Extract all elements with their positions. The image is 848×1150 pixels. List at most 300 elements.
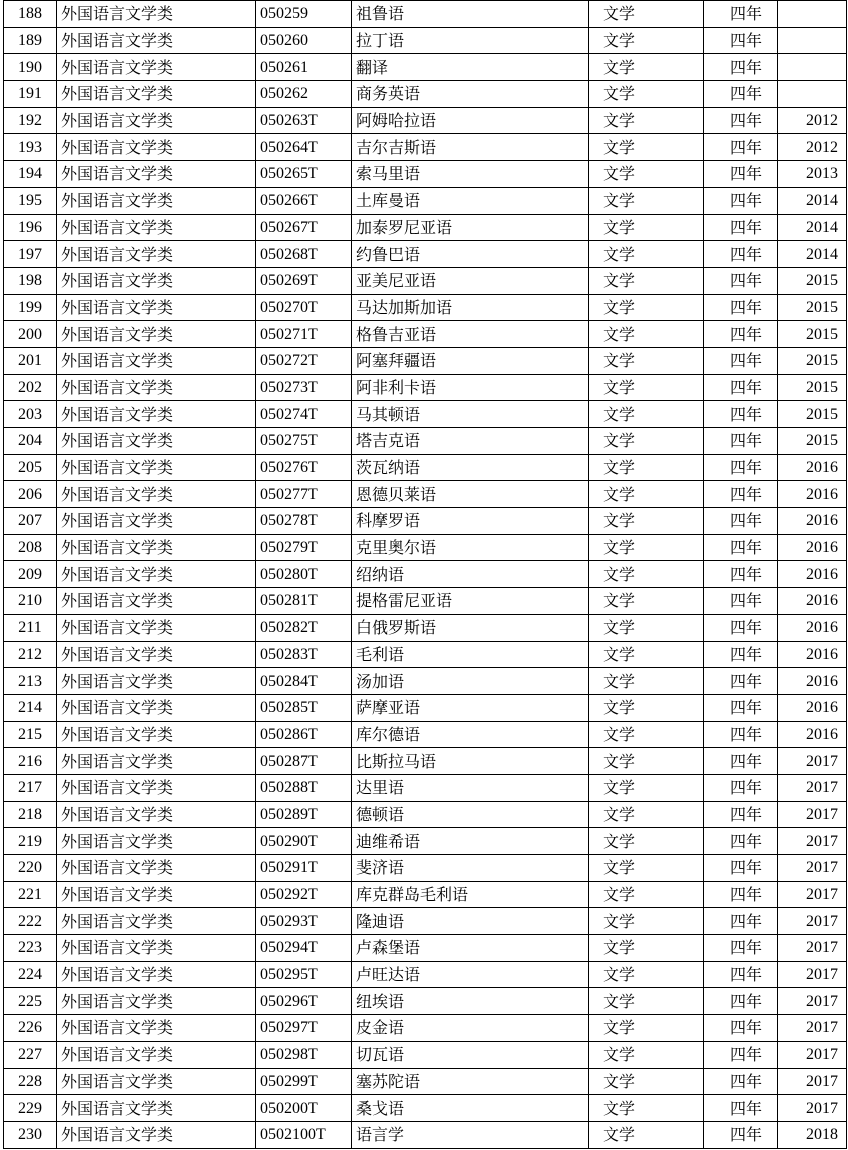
category-cell: 外国语言文学类 — [57, 321, 256, 348]
category-cell: 外国语言文学类 — [57, 855, 256, 882]
category-cell: 外国语言文学类 — [57, 614, 256, 641]
table-row — [4, 614, 847, 641]
discipline-cell: 文学 — [589, 481, 704, 508]
category-cell: 外国语言文学类 — [57, 107, 256, 134]
major-code-cell: 050297T — [256, 1015, 352, 1042]
discipline-cell: 文学 — [589, 294, 704, 321]
year-added-cell: 2017 — [778, 828, 847, 855]
major-code-cell: 050264T — [256, 134, 352, 161]
discipline-cell: 文学 — [589, 27, 704, 54]
major-name-cell: 商务英语 — [352, 81, 589, 108]
table-row — [4, 321, 847, 348]
year-added-cell: 2016 — [778, 721, 847, 748]
major-name-cell: 卢旺达语 — [352, 961, 589, 988]
year-added-cell: 2017 — [778, 881, 847, 908]
row-number: 193 — [4, 134, 57, 161]
major-name-cell: 提格雷尼亚语 — [352, 588, 589, 615]
row-number: 210 — [4, 588, 57, 615]
row-number: 191 — [4, 81, 57, 108]
major-name-cell: 塔吉克语 — [352, 428, 589, 455]
duration-cell: 四年 — [704, 641, 778, 668]
discipline-cell: 文学 — [589, 347, 704, 374]
discipline-cell: 文学 — [589, 1068, 704, 1095]
discipline-cell: 文学 — [589, 321, 704, 348]
duration-cell: 四年 — [704, 694, 778, 721]
major-name-cell: 桑戈语 — [352, 1095, 589, 1122]
year-added-cell: 2014 — [778, 241, 847, 268]
row-number: 215 — [4, 721, 57, 748]
table-row — [4, 374, 847, 401]
category-cell: 外国语言文学类 — [57, 668, 256, 695]
major-code-cell: 050268T — [256, 241, 352, 268]
discipline-cell: 文学 — [589, 454, 704, 481]
table-row — [4, 801, 847, 828]
major-name-cell: 达里语 — [352, 774, 589, 801]
table-row — [4, 828, 847, 855]
category-cell: 外国语言文学类 — [57, 374, 256, 401]
major-code-cell: 050277T — [256, 481, 352, 508]
duration-cell: 四年 — [704, 774, 778, 801]
row-number: 207 — [4, 508, 57, 535]
discipline-cell: 文学 — [589, 267, 704, 294]
row-number: 219 — [4, 828, 57, 855]
row-number: 229 — [4, 1095, 57, 1122]
row-number: 204 — [4, 428, 57, 455]
year-added-cell: 2014 — [778, 214, 847, 241]
category-cell: 外国语言文学类 — [57, 774, 256, 801]
major-name-cell: 阿非利卡语 — [352, 374, 589, 401]
discipline-cell: 文学 — [589, 748, 704, 775]
row-number: 226 — [4, 1015, 57, 1042]
table-row — [4, 988, 847, 1015]
major-code-cell: 050265T — [256, 161, 352, 188]
year-added-cell: 2017 — [778, 801, 847, 828]
category-cell: 外国语言文学类 — [57, 134, 256, 161]
table-row — [4, 1068, 847, 1095]
major-code-cell: 050296T — [256, 988, 352, 1015]
duration-cell: 四年 — [704, 508, 778, 535]
duration-cell: 四年 — [704, 748, 778, 775]
table-row — [4, 107, 847, 134]
row-number: 216 — [4, 748, 57, 775]
major-name-cell: 毛利语 — [352, 641, 589, 668]
row-number: 199 — [4, 294, 57, 321]
year-added-cell: 2012 — [778, 134, 847, 161]
major-code-cell: 050262 — [256, 81, 352, 108]
duration-cell: 四年 — [704, 908, 778, 935]
major-code-cell: 050267T — [256, 214, 352, 241]
year-added-cell: 2015 — [778, 321, 847, 348]
row-number: 208 — [4, 534, 57, 561]
major-code-cell: 050283T — [256, 641, 352, 668]
row-number: 198 — [4, 267, 57, 294]
major-name-cell: 马达加斯加语 — [352, 294, 589, 321]
category-cell: 外国语言文学类 — [57, 241, 256, 268]
discipline-cell: 文学 — [589, 721, 704, 748]
major-code-cell: 050294T — [256, 935, 352, 962]
major-code-cell: 050200T — [256, 1095, 352, 1122]
table-row — [4, 161, 847, 188]
duration-cell: 四年 — [704, 1121, 778, 1148]
major-name-cell: 隆迪语 — [352, 908, 589, 935]
major-name-cell: 切瓦语 — [352, 1041, 589, 1068]
row-number: 202 — [4, 374, 57, 401]
discipline-cell: 文学 — [589, 534, 704, 561]
major-code-cell: 050281T — [256, 588, 352, 615]
table-row — [4, 774, 847, 801]
category-cell: 外国语言文学类 — [57, 481, 256, 508]
category-cell: 外国语言文学类 — [57, 187, 256, 214]
table-row — [4, 588, 847, 615]
discipline-cell: 文学 — [589, 1041, 704, 1068]
category-cell: 外国语言文学类 — [57, 54, 256, 81]
major-code-cell: 050270T — [256, 294, 352, 321]
discipline-cell: 文学 — [589, 561, 704, 588]
table-row — [4, 214, 847, 241]
major-name-cell: 斐济语 — [352, 855, 589, 882]
discipline-cell: 文学 — [589, 401, 704, 428]
discipline-cell: 文学 — [589, 1095, 704, 1122]
major-code-cell: 050289T — [256, 801, 352, 828]
year-added-cell — [778, 81, 847, 108]
duration-cell: 四年 — [704, 187, 778, 214]
discipline-cell: 文学 — [589, 588, 704, 615]
year-added-cell: 2017 — [778, 774, 847, 801]
duration-cell: 四年 — [704, 828, 778, 855]
category-cell: 外国语言文学类 — [57, 454, 256, 481]
category-cell: 外国语言文学类 — [57, 81, 256, 108]
category-cell: 外国语言文学类 — [57, 988, 256, 1015]
major-name-cell: 萨摩亚语 — [352, 694, 589, 721]
table-row — [4, 401, 847, 428]
category-cell: 外国语言文学类 — [57, 588, 256, 615]
year-added-cell: 2016 — [778, 508, 847, 535]
category-cell: 外国语言文学类 — [57, 641, 256, 668]
category-cell: 外国语言文学类 — [57, 748, 256, 775]
discipline-cell: 文学 — [589, 1121, 704, 1148]
year-added-cell: 2017 — [778, 988, 847, 1015]
year-added-cell: 2017 — [778, 1068, 847, 1095]
year-added-cell: 2015 — [778, 401, 847, 428]
row-number: 230 — [4, 1121, 57, 1148]
category-cell: 外国语言文学类 — [57, 801, 256, 828]
discipline-cell: 文学 — [589, 1, 704, 28]
category-cell: 外国语言文学类 — [57, 1, 256, 28]
major-code-cell: 050273T — [256, 374, 352, 401]
category-cell: 外国语言文学类 — [57, 721, 256, 748]
major-code-cell: 050271T — [256, 321, 352, 348]
major-name-cell: 阿塞拜疆语 — [352, 347, 589, 374]
major-code-cell: 050280T — [256, 561, 352, 588]
major-code-cell: 050266T — [256, 187, 352, 214]
duration-cell: 四年 — [704, 241, 778, 268]
table-row — [4, 241, 847, 268]
major-code-cell: 050272T — [256, 347, 352, 374]
duration-cell: 四年 — [704, 294, 778, 321]
table-row — [4, 428, 847, 455]
table-row — [4, 1, 847, 28]
row-number: 190 — [4, 54, 57, 81]
major-code-cell: 050274T — [256, 401, 352, 428]
discipline-cell: 文学 — [589, 161, 704, 188]
category-cell: 外国语言文学类 — [57, 401, 256, 428]
major-name-cell: 阿姆哈拉语 — [352, 107, 589, 134]
category-cell: 外国语言文学类 — [57, 881, 256, 908]
duration-cell: 四年 — [704, 1068, 778, 1095]
year-added-cell: 2016 — [778, 641, 847, 668]
category-cell: 外国语言文学类 — [57, 908, 256, 935]
table-row — [4, 134, 847, 161]
table-row — [4, 1041, 847, 1068]
year-added-cell: 2015 — [778, 294, 847, 321]
major-code-cell: 050298T — [256, 1041, 352, 1068]
major-code-cell: 050290T — [256, 828, 352, 855]
discipline-cell: 文学 — [589, 214, 704, 241]
major-name-cell: 亚美尼亚语 — [352, 267, 589, 294]
year-added-cell: 2016 — [778, 694, 847, 721]
duration-cell: 四年 — [704, 267, 778, 294]
table-row — [4, 721, 847, 748]
discipline-cell: 文学 — [589, 241, 704, 268]
major-name-cell: 卢森堡语 — [352, 935, 589, 962]
major-name-cell: 语言学 — [352, 1121, 589, 1148]
major-name-cell: 纽埃语 — [352, 988, 589, 1015]
year-added-cell: 2017 — [778, 855, 847, 882]
year-added-cell: 2015 — [778, 428, 847, 455]
major-code-cell: 050263T — [256, 107, 352, 134]
table-row — [4, 81, 847, 108]
major-code-cell: 050279T — [256, 534, 352, 561]
row-number: 212 — [4, 641, 57, 668]
major-name-cell: 加泰罗尼亚语 — [352, 214, 589, 241]
category-cell: 外国语言文学类 — [57, 828, 256, 855]
duration-cell: 四年 — [704, 1015, 778, 1042]
major-name-cell: 茨瓦纳语 — [352, 454, 589, 481]
discipline-cell: 文学 — [589, 961, 704, 988]
duration-cell: 四年 — [704, 721, 778, 748]
year-added-cell: 2017 — [778, 1015, 847, 1042]
row-number: 213 — [4, 668, 57, 695]
table-row — [4, 881, 847, 908]
discipline-cell: 文学 — [589, 668, 704, 695]
row-number: 227 — [4, 1041, 57, 1068]
major-name-cell: 比斯拉马语 — [352, 748, 589, 775]
row-number: 203 — [4, 401, 57, 428]
table-body — [4, 1, 847, 1149]
major-name-cell: 克里奥尔语 — [352, 534, 589, 561]
duration-cell: 四年 — [704, 988, 778, 1015]
category-cell: 外国语言文学类 — [57, 1068, 256, 1095]
major-code-cell: 050269T — [256, 267, 352, 294]
table-row — [4, 187, 847, 214]
major-name-cell: 库克群岛毛利语 — [352, 881, 589, 908]
year-added-cell: 2015 — [778, 347, 847, 374]
row-number: 222 — [4, 908, 57, 935]
major-name-cell: 索马里语 — [352, 161, 589, 188]
table-row — [4, 561, 847, 588]
category-cell: 外国语言文学类 — [57, 27, 256, 54]
year-added-cell: 2016 — [778, 534, 847, 561]
category-cell: 外国语言文学类 — [57, 935, 256, 962]
year-added-cell — [778, 27, 847, 54]
major-code-cell: 050261 — [256, 54, 352, 81]
duration-cell: 四年 — [704, 961, 778, 988]
duration-cell: 四年 — [704, 401, 778, 428]
major-name-cell: 祖鲁语 — [352, 1, 589, 28]
row-number: 223 — [4, 935, 57, 962]
duration-cell: 四年 — [704, 1095, 778, 1122]
major-name-cell: 德顿语 — [352, 801, 589, 828]
table-row — [4, 508, 847, 535]
category-cell: 外国语言文学类 — [57, 1121, 256, 1148]
row-number: 197 — [4, 241, 57, 268]
duration-cell: 四年 — [704, 588, 778, 615]
major-name-cell: 塞苏陀语 — [352, 1068, 589, 1095]
major-code-cell: 050291T — [256, 855, 352, 882]
duration-cell: 四年 — [704, 855, 778, 882]
table-row — [4, 481, 847, 508]
row-number: 188 — [4, 1, 57, 28]
year-added-cell: 2012 — [778, 107, 847, 134]
row-number: 221 — [4, 881, 57, 908]
year-added-cell: 2016 — [778, 481, 847, 508]
row-number: 194 — [4, 161, 57, 188]
discipline-cell: 文学 — [589, 988, 704, 1015]
discipline-cell: 文学 — [589, 641, 704, 668]
table-row — [4, 1121, 847, 1148]
row-number: 224 — [4, 961, 57, 988]
year-added-cell: 2017 — [778, 935, 847, 962]
duration-cell: 四年 — [704, 1, 778, 28]
major-name-cell: 汤加语 — [352, 668, 589, 695]
table-row — [4, 1015, 847, 1042]
duration-cell: 四年 — [704, 1041, 778, 1068]
major-code-cell: 050285T — [256, 694, 352, 721]
category-cell: 外国语言文学类 — [57, 294, 256, 321]
major-code-cell: 050286T — [256, 721, 352, 748]
major-code-cell: 050299T — [256, 1068, 352, 1095]
discipline-cell: 文学 — [589, 694, 704, 721]
major-name-cell: 迪维希语 — [352, 828, 589, 855]
row-number: 220 — [4, 855, 57, 882]
duration-cell: 四年 — [704, 534, 778, 561]
year-added-cell: 2017 — [778, 1095, 847, 1122]
major-name-cell: 马其顿语 — [352, 401, 589, 428]
category-cell: 外国语言文学类 — [57, 1095, 256, 1122]
major-name-cell: 翻译 — [352, 54, 589, 81]
year-added-cell: 2017 — [778, 908, 847, 935]
table-row — [4, 694, 847, 721]
category-cell: 外国语言文学类 — [57, 961, 256, 988]
row-number: 201 — [4, 347, 57, 374]
category-cell: 外国语言文学类 — [57, 508, 256, 535]
major-name-cell: 吉尔吉斯语 — [352, 134, 589, 161]
year-added-cell: 2016 — [778, 668, 847, 695]
table-row — [4, 534, 847, 561]
category-cell: 外国语言文学类 — [57, 214, 256, 241]
duration-cell: 四年 — [704, 668, 778, 695]
major-name-cell: 科摩罗语 — [352, 508, 589, 535]
year-added-cell: 2018 — [778, 1121, 847, 1148]
row-number: 225 — [4, 988, 57, 1015]
row-number: 211 — [4, 614, 57, 641]
row-number: 228 — [4, 1068, 57, 1095]
duration-cell: 四年 — [704, 107, 778, 134]
row-number: 209 — [4, 561, 57, 588]
duration-cell: 四年 — [704, 935, 778, 962]
discipline-cell: 文学 — [589, 614, 704, 641]
table-row — [4, 908, 847, 935]
table-row — [4, 855, 847, 882]
category-cell: 外国语言文学类 — [57, 428, 256, 455]
category-cell: 外国语言文学类 — [57, 347, 256, 374]
discipline-cell: 文学 — [589, 881, 704, 908]
duration-cell: 四年 — [704, 54, 778, 81]
row-number: 214 — [4, 694, 57, 721]
duration-cell: 四年 — [704, 81, 778, 108]
discipline-cell: 文学 — [589, 935, 704, 962]
category-cell: 外国语言文学类 — [57, 561, 256, 588]
year-added-cell: 2016 — [778, 614, 847, 641]
table-row — [4, 27, 847, 54]
major-name-cell: 库尔德语 — [352, 721, 589, 748]
table-row — [4, 294, 847, 321]
duration-cell: 四年 — [704, 321, 778, 348]
discipline-cell: 文学 — [589, 187, 704, 214]
major-name-cell: 白俄罗斯语 — [352, 614, 589, 641]
category-cell: 外国语言文学类 — [57, 1041, 256, 1068]
table-row — [4, 347, 847, 374]
year-added-cell: 2016 — [778, 588, 847, 615]
major-code-cell: 050282T — [256, 614, 352, 641]
discipline-cell: 文学 — [589, 908, 704, 935]
row-number: 217 — [4, 774, 57, 801]
major-code-cell: 050288T — [256, 774, 352, 801]
category-cell: 外国语言文学类 — [57, 694, 256, 721]
major-name-cell: 皮金语 — [352, 1015, 589, 1042]
major-name-cell: 土库曼语 — [352, 187, 589, 214]
row-number: 195 — [4, 187, 57, 214]
discipline-cell: 文学 — [589, 774, 704, 801]
major-code-cell: 050293T — [256, 908, 352, 935]
duration-cell: 四年 — [704, 881, 778, 908]
duration-cell: 四年 — [704, 454, 778, 481]
year-added-cell: 2016 — [778, 454, 847, 481]
major-code-cell: 050278T — [256, 508, 352, 535]
year-added-cell: 2016 — [778, 561, 847, 588]
discipline-cell: 文学 — [589, 54, 704, 81]
table-row — [4, 454, 847, 481]
table-row — [4, 935, 847, 962]
major-catalog-table — [3, 0, 847, 1149]
category-cell: 外国语言文学类 — [57, 534, 256, 561]
table-row — [4, 267, 847, 294]
table-row — [4, 1095, 847, 1122]
duration-cell: 四年 — [704, 428, 778, 455]
duration-cell: 四年 — [704, 214, 778, 241]
year-added-cell — [778, 1, 847, 28]
table-row — [4, 748, 847, 775]
major-name-cell: 约鲁巴语 — [352, 241, 589, 268]
major-name-cell: 拉丁语 — [352, 27, 589, 54]
discipline-cell: 文学 — [589, 801, 704, 828]
major-code-cell: 050276T — [256, 454, 352, 481]
discipline-cell: 文学 — [589, 374, 704, 401]
duration-cell: 四年 — [704, 347, 778, 374]
year-added-cell: 2015 — [778, 374, 847, 401]
duration-cell: 四年 — [704, 27, 778, 54]
year-added-cell: 2017 — [778, 961, 847, 988]
